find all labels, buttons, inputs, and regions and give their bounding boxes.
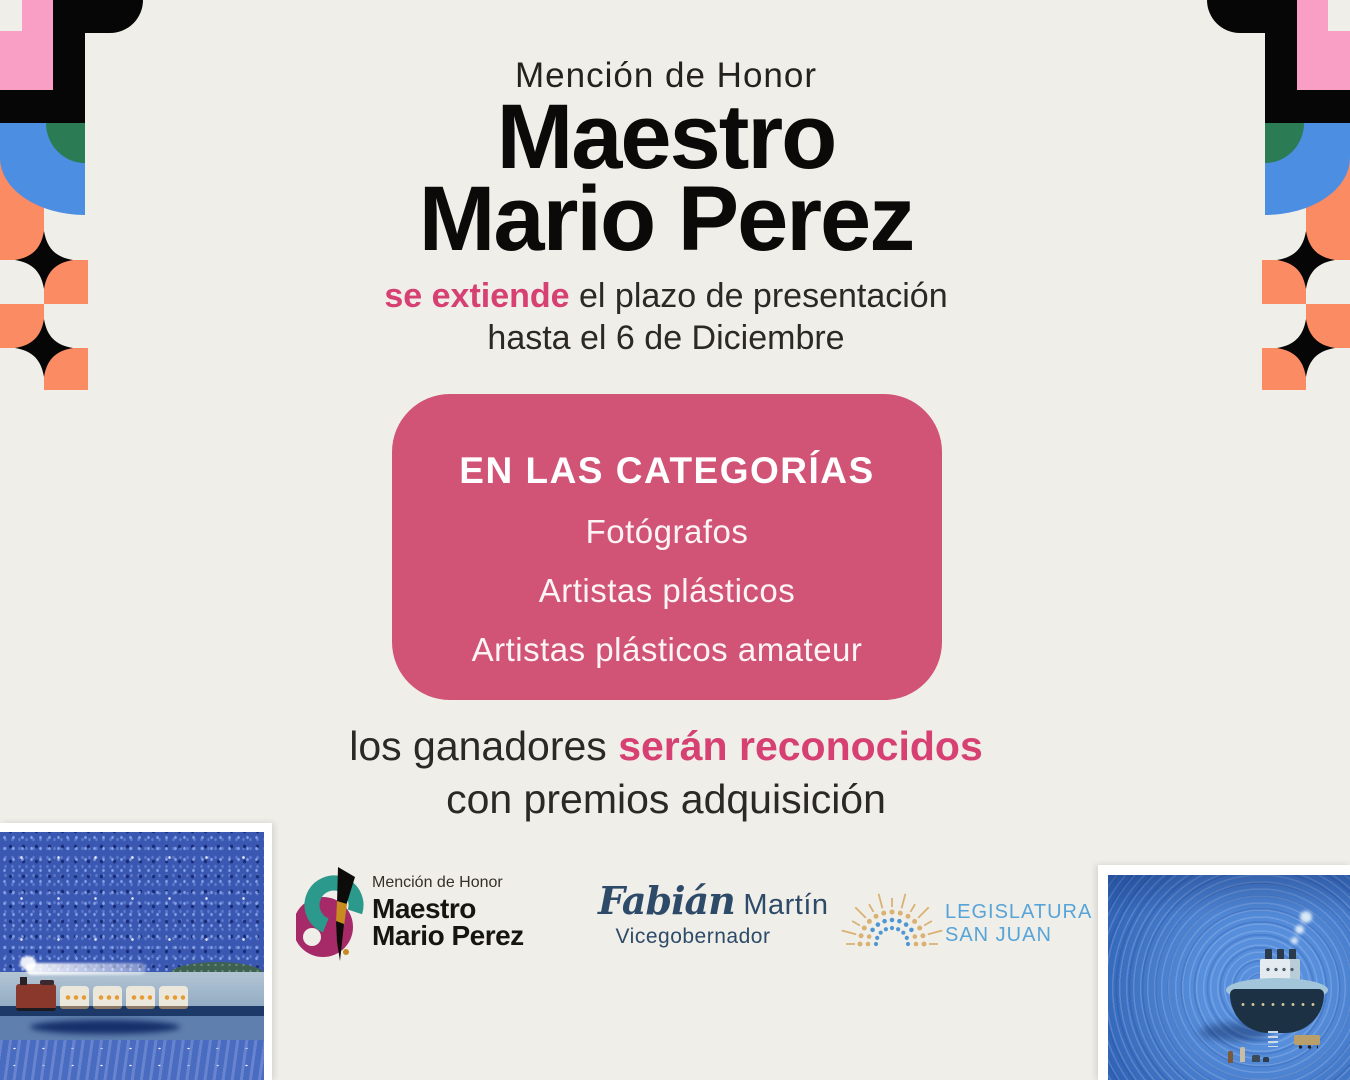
starry-sky-texture (0, 832, 264, 978)
maestro-mario-perez-logo (296, 864, 556, 964)
mmp-logo-kicker: Mención de Honor (372, 874, 503, 891)
extension-accent-text: se extiende (384, 277, 570, 315)
tiny-figure-shape (1263, 1057, 1269, 1062)
category-item-fotografos: Fotógrafos (585, 513, 749, 550)
fabian-martin-logo (598, 878, 829, 949)
train-wagon-shape (60, 986, 89, 1009)
swirl-water-band (0, 1040, 264, 1080)
chimney-smoke-puff (1295, 925, 1304, 934)
category-item-artistas-plasticos-amateur: Artistas plásticos amateur (471, 631, 863, 668)
boat-ladder-shape (1268, 1031, 1278, 1047)
winners-note-line2: con premios adquisición (446, 776, 886, 822)
tiny-figure-shape (1240, 1047, 1245, 1062)
pink-block-shape (1297, 0, 1328, 31)
tiny-figure-shape (1252, 1055, 1260, 1062)
event-title-line1: Maestro (496, 86, 836, 188)
mmp-logo-text (372, 874, 524, 949)
pink-block-shape (22, 0, 53, 31)
deadline-extension-line (0, 277, 1332, 316)
categories-box (392, 394, 942, 700)
winners-accent-text: serán reconocidos (618, 723, 983, 769)
train-wagon-shape (159, 986, 188, 1009)
legislatura-label (945, 901, 1092, 947)
sunburst-dots-icon (846, 884, 938, 950)
mmp-logo-line1: Maestro (372, 893, 476, 924)
ark-painting-canvas (1108, 875, 1350, 1080)
dark-reflection-streak (30, 1020, 180, 1034)
vicegobernador-label: Vicegobernador (615, 925, 771, 948)
legislatura-label-line2: SAN JUAN (945, 924, 1052, 946)
top-shade-overlay (1108, 875, 1350, 915)
black-rounded-shape (85, 0, 143, 33)
fabian-script-text: Fabián (598, 878, 735, 923)
train-painting-canvas (0, 832, 264, 1080)
event-title (0, 86, 1332, 270)
tiny-cart-shape (1294, 1035, 1320, 1045)
legislatura-label-line1: LEGISLATURA (945, 901, 1093, 923)
tiny-figure-shape (1228, 1051, 1233, 1063)
train-smoke-plume (26, 963, 146, 975)
train-wagon-shape (126, 986, 155, 1009)
train-wagon-shape (93, 986, 122, 1009)
legislatura-san-juan-logo (846, 884, 1093, 954)
artwork-ark-painting (1098, 865, 1350, 1080)
category-item-artistas-plasticos: Artistas plásticos (538, 572, 796, 609)
chimney-smoke-puff (1300, 911, 1312, 923)
martin-text: Martín (734, 889, 829, 921)
extension-rest-text: el plazo de presentación (569, 277, 948, 315)
chimney-smoke-puff (1291, 937, 1298, 944)
train-smoke-puff (20, 956, 36, 970)
mmp-logo-line2: Mario Perez (372, 920, 524, 951)
black-rounded-shape (1207, 0, 1265, 33)
palette-brush-icon (296, 864, 366, 964)
event-kicker: Mención de Honor (515, 56, 817, 95)
artwork-train-painting (0, 823, 272, 1080)
deadline-date-line: hasta el 6 de Diciembre (487, 319, 845, 357)
fabian-martin-signature (598, 878, 829, 923)
winners-prefix-text: los ganadores (349, 723, 619, 769)
winners-note-line1 (0, 723, 1332, 770)
categories-heading: EN LAS CATEGORÍAS (459, 450, 875, 491)
steam-engine-shape (16, 984, 56, 1011)
hull-porthole-dots (1238, 1001, 1316, 1008)
event-title-line2: Mario Perez (418, 168, 914, 270)
